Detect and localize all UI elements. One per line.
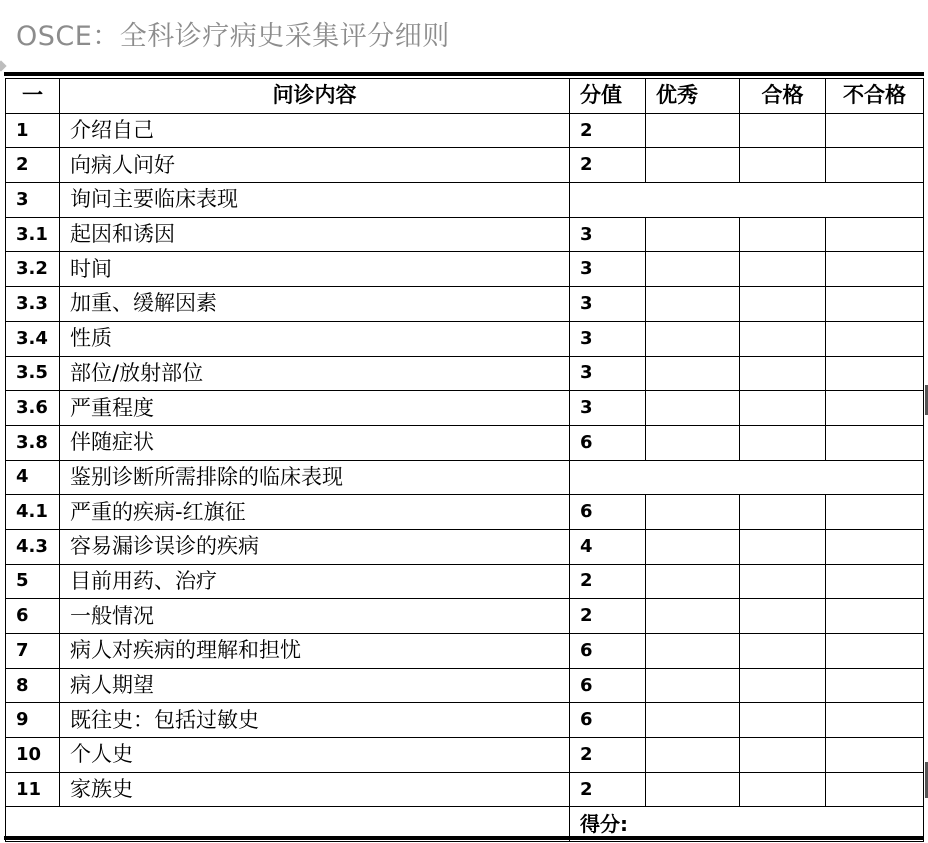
row-number: 3.2 [6, 252, 60, 287]
row-score: 3 [570, 321, 646, 356]
row-number: 8 [6, 668, 60, 703]
table-row [6, 425, 924, 460]
table-row [6, 252, 924, 287]
fail-cell [826, 321, 924, 356]
row-number: 4 [6, 460, 60, 495]
merged-score-cell [570, 460, 924, 495]
scoring-table [5, 78, 924, 842]
row-content: 加重、缓解因素 [60, 287, 570, 322]
row-score: 2 [570, 564, 646, 599]
diamond-marker [0, 60, 7, 71]
row-score: 3 [570, 252, 646, 287]
pass-cell [740, 148, 826, 183]
fail-cell [826, 287, 924, 322]
page-title: OSCE：全科诊疗病史采集评分细则 [16, 21, 450, 52]
row-content: 伴随症状 [60, 425, 570, 460]
excellent-cell [646, 529, 740, 564]
fail-cell [826, 148, 924, 183]
bottom-rule [4, 836, 924, 840]
pass-cell [740, 287, 826, 322]
row-score: 2 [570, 738, 646, 773]
header-row [6, 79, 924, 114]
table-row [6, 668, 924, 703]
fail-cell [826, 252, 924, 287]
pass-cell [740, 252, 826, 287]
header-excellent: 优秀 [646, 79, 740, 114]
fail-cell [826, 634, 924, 669]
pass-cell [740, 217, 826, 252]
fail-cell [826, 772, 924, 807]
row-number: 3.8 [6, 425, 60, 460]
row-score: 4 [570, 529, 646, 564]
excellent-cell [646, 703, 740, 738]
row-number: 2 [6, 148, 60, 183]
table-body [6, 79, 924, 842]
row-content: 部位/放射部位 [60, 356, 570, 391]
table-row [6, 460, 924, 495]
excellent-cell [646, 668, 740, 703]
table-row [6, 217, 924, 252]
row-score: 3 [570, 391, 646, 426]
row-number: 3.4 [6, 321, 60, 356]
row-content: 介绍自己 [60, 113, 570, 148]
table-row [6, 391, 924, 426]
table-row [6, 148, 924, 183]
row-content: 时间 [60, 252, 570, 287]
fail-cell [826, 113, 924, 148]
excellent-cell [646, 113, 740, 148]
pass-cell [740, 321, 826, 356]
row-content: 向病人问好 [60, 148, 570, 183]
row-content: 严重程度 [60, 391, 570, 426]
fail-cell [826, 738, 924, 773]
row-score: 6 [570, 668, 646, 703]
row-score: 6 [570, 495, 646, 530]
row-score: 3 [570, 356, 646, 391]
excellent-cell [646, 321, 740, 356]
excellent-cell [646, 772, 740, 807]
row-number: 6 [6, 599, 60, 634]
header-pass: 合格 [740, 79, 826, 114]
merged-score-cell [570, 183, 924, 218]
pass-cell [740, 529, 826, 564]
row-score: 3 [570, 217, 646, 252]
row-number: 3.5 [6, 356, 60, 391]
row-score: 2 [570, 113, 646, 148]
row-number: 5 [6, 564, 60, 599]
table-row [6, 356, 924, 391]
top-rule [4, 72, 924, 76]
header-num: 一 [6, 79, 60, 114]
pass-cell [740, 113, 826, 148]
row-score: 6 [570, 703, 646, 738]
header-content: 问诊内容 [60, 79, 570, 114]
excellent-cell [646, 356, 740, 391]
row-content: 鉴别诊断所需排除的临床表现 [60, 460, 570, 495]
row-content: 严重的疾病-红旗征 [60, 495, 570, 530]
pass-cell [740, 772, 826, 807]
pass-cell [740, 634, 826, 669]
row-content: 目前用药、治疗 [60, 564, 570, 599]
row-content: 起因和诱因 [60, 217, 570, 252]
fail-cell [826, 391, 924, 426]
table-row [6, 183, 924, 218]
table-row [6, 738, 924, 773]
table-row [6, 634, 924, 669]
pass-cell [740, 668, 826, 703]
row-content: 容易漏诊误诊的疾病 [60, 529, 570, 564]
row-number: 3 [6, 183, 60, 218]
excellent-cell [646, 287, 740, 322]
row-score: 2 [570, 772, 646, 807]
excellent-cell [646, 634, 740, 669]
row-number: 4.1 [6, 495, 60, 530]
fail-cell [826, 217, 924, 252]
row-number: 10 [6, 738, 60, 773]
table-row [6, 287, 924, 322]
pass-cell [740, 599, 826, 634]
row-content: 个人史 [60, 738, 570, 773]
fail-cell [826, 495, 924, 530]
header-score: 分值 [570, 79, 646, 114]
table-row [6, 321, 924, 356]
fail-cell [826, 668, 924, 703]
excellent-cell [646, 599, 740, 634]
excellent-cell [646, 252, 740, 287]
row-number: 9 [6, 703, 60, 738]
pass-cell [740, 738, 826, 773]
row-content: 家族史 [60, 772, 570, 807]
row-score: 2 [570, 599, 646, 634]
excellent-cell [646, 564, 740, 599]
excellent-cell [646, 217, 740, 252]
row-content: 病人对疾病的理解和担忧 [60, 634, 570, 669]
row-score: 3 [570, 287, 646, 322]
pass-cell [740, 703, 826, 738]
header-fail: 不合格 [826, 79, 924, 114]
pass-cell [740, 425, 826, 460]
excellent-cell [646, 425, 740, 460]
pass-cell [740, 391, 826, 426]
fail-cell [826, 599, 924, 634]
table-row [6, 529, 924, 564]
excellent-cell [646, 495, 740, 530]
table-row [6, 703, 924, 738]
row-score: 2 [570, 148, 646, 183]
table-row [6, 772, 924, 807]
pass-cell [740, 495, 826, 530]
excellent-cell [646, 148, 740, 183]
row-number: 3.3 [6, 287, 60, 322]
pass-cell [740, 564, 826, 599]
row-number: 4.3 [6, 529, 60, 564]
row-number: 3.6 [6, 391, 60, 426]
row-number: 1 [6, 113, 60, 148]
row-number: 11 [6, 772, 60, 807]
row-score: 6 [570, 634, 646, 669]
row-content: 询问主要临床表现 [60, 183, 570, 218]
row-score: 6 [570, 425, 646, 460]
table-row [6, 113, 924, 148]
fail-cell [826, 356, 924, 391]
row-number: 7 [6, 634, 60, 669]
total-label: 得分: [570, 807, 924, 842]
table-row [6, 495, 924, 530]
table-row [6, 564, 924, 599]
row-content: 性质 [60, 321, 570, 356]
row-content: 既往史：包括过敏史 [60, 703, 570, 738]
fail-cell [826, 425, 924, 460]
excellent-cell [646, 391, 740, 426]
fail-cell [826, 529, 924, 564]
table-row [6, 599, 924, 634]
excellent-cell [646, 738, 740, 773]
fail-cell [826, 703, 924, 738]
fail-cell [826, 564, 924, 599]
row-number: 3.1 [6, 217, 60, 252]
row-content: 一般情况 [60, 599, 570, 634]
pass-cell [740, 356, 826, 391]
row-content: 病人期望 [60, 668, 570, 703]
